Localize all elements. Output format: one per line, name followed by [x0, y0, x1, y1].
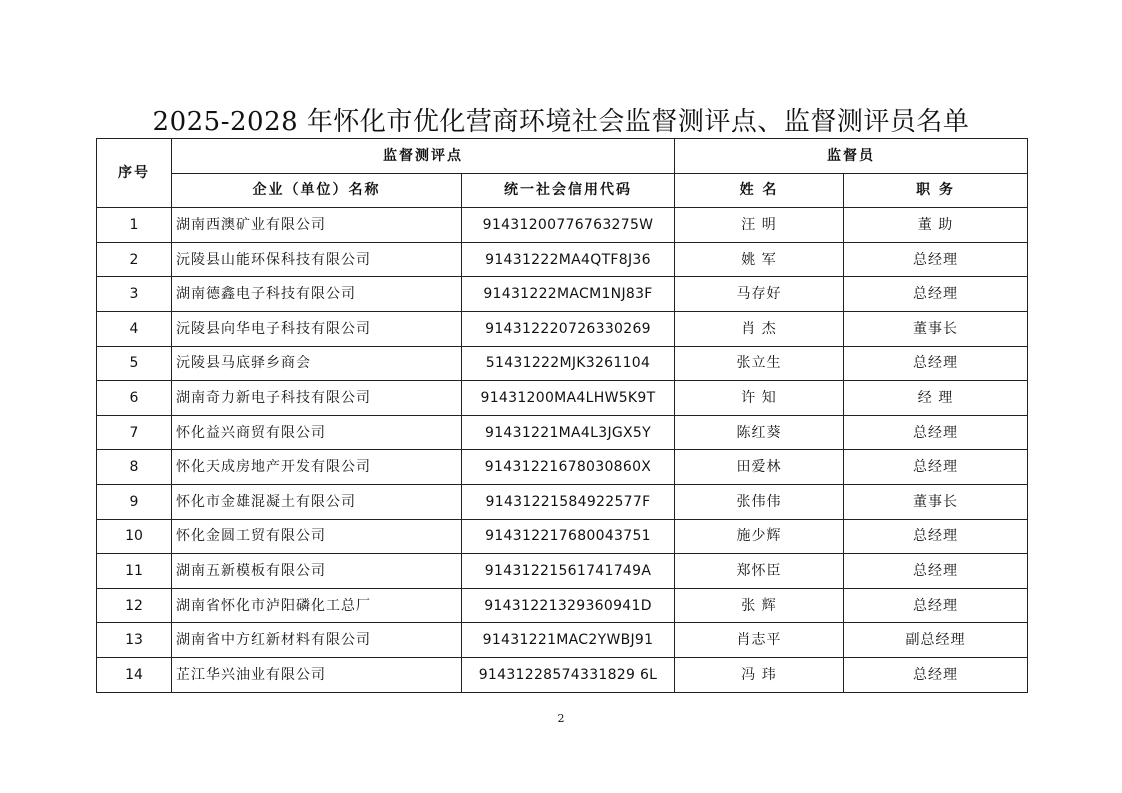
cell-enterprise: 芷江华兴油业有限公司	[172, 657, 462, 692]
cell-index: 6	[97, 381, 172, 416]
cell-title: 董 助	[844, 208, 1028, 243]
cell-credit-code: 91431221329360941D	[462, 588, 675, 623]
cell-credit-code: 91431221561741749A	[462, 554, 675, 589]
cell-index: 5	[97, 346, 172, 381]
cell-title: 总经理	[844, 657, 1028, 692]
header-row-group	[97, 139, 1028, 174]
cell-title: 董事长	[844, 484, 1028, 519]
cell-credit-code: 91431200776763275W	[462, 208, 675, 243]
table-row	[97, 588, 1028, 623]
cell-name: 张 辉	[675, 588, 844, 623]
cell-credit-code: 91431222MA4QTF8J36	[462, 242, 675, 277]
cell-name: 马存好	[675, 277, 844, 312]
cell-index: 10	[97, 519, 172, 554]
cell-credit-code: 91431222MACM1NJ83F	[462, 277, 675, 312]
cell-title: 总经理	[844, 242, 1028, 277]
table-row	[97, 346, 1028, 381]
cell-enterprise: 湖南省怀化市泸阳磷化工总厂	[172, 588, 462, 623]
table-row	[97, 277, 1028, 312]
cell-name: 张伟伟	[675, 484, 844, 519]
cell-credit-code: 91431200MA4LHW5K9T	[462, 381, 675, 416]
cell-enterprise: 湖南德鑫电子科技有限公司	[172, 277, 462, 312]
cell-index: 2	[97, 242, 172, 277]
cell-name: 汪 明	[675, 208, 844, 243]
cell-enterprise: 湖南西澳矿业有限公司	[172, 208, 462, 243]
cell-name: 张立生	[675, 346, 844, 381]
roster-table	[96, 138, 1028, 693]
cell-credit-code: 91431221584922577F	[462, 484, 675, 519]
cell-enterprise: 沅陵县马底驿乡商会	[172, 346, 462, 381]
cell-index: 14	[97, 657, 172, 692]
cell-enterprise: 怀化市金雄混凝土有限公司	[172, 484, 462, 519]
table-row	[97, 208, 1028, 243]
table-row	[97, 623, 1028, 658]
page-number: 2	[557, 712, 565, 725]
cell-title: 董事长	[844, 311, 1028, 346]
cell-index: 11	[97, 554, 172, 589]
cell-index: 4	[97, 311, 172, 346]
cell-title: 总经理	[844, 346, 1028, 381]
header-enterprise: 企业（单位）名称	[172, 173, 462, 208]
cell-credit-code: 914312220726330269	[462, 311, 675, 346]
cell-index: 7	[97, 415, 172, 450]
cell-index: 1	[97, 208, 172, 243]
cell-title: 总经理	[844, 554, 1028, 589]
cell-enterprise: 沅陵县山能环保科技有限公司	[172, 242, 462, 277]
cell-name: 冯 玮	[675, 657, 844, 692]
cell-title: 总经理	[844, 415, 1028, 450]
cell-enterprise: 怀化天成房地产开发有限公司	[172, 450, 462, 485]
header-group-point: 监督测评点	[172, 139, 675, 174]
cell-credit-code: 91431228574331829 6L	[462, 657, 675, 692]
cell-name: 田爱林	[675, 450, 844, 485]
table-body	[97, 208, 1028, 692]
table-row	[97, 484, 1028, 519]
cell-enterprise: 湖南奇力新电子科技有限公司	[172, 381, 462, 416]
cell-name: 肖 杰	[675, 311, 844, 346]
table-row	[97, 450, 1028, 485]
cell-name: 肖志平	[675, 623, 844, 658]
cell-index: 9	[97, 484, 172, 519]
cell-credit-code: 914312217680043751	[462, 519, 675, 554]
table-row	[97, 519, 1028, 554]
cell-index: 8	[97, 450, 172, 485]
cell-title: 总经理	[844, 588, 1028, 623]
cell-title: 经 理	[844, 381, 1028, 416]
cell-name: 许 知	[675, 381, 844, 416]
table-row	[97, 242, 1028, 277]
cell-index: 12	[97, 588, 172, 623]
table-row	[97, 657, 1028, 692]
cell-name: 姚 军	[675, 242, 844, 277]
cell-enterprise: 沅陵县向华电子科技有限公司	[172, 311, 462, 346]
cell-enterprise: 怀化益兴商贸有限公司	[172, 415, 462, 450]
table-row	[97, 381, 1028, 416]
header-group-supervisor: 监督员	[675, 139, 1028, 174]
cell-title: 副总经理	[844, 623, 1028, 658]
cell-title: 总经理	[844, 450, 1028, 485]
cell-name: 郑怀臣	[675, 554, 844, 589]
cell-name: 陈红葵	[675, 415, 844, 450]
cell-enterprise: 怀化金圆工贸有限公司	[172, 519, 462, 554]
cell-credit-code: 91431221678030860X	[462, 450, 675, 485]
cell-credit-code: 51431222MJK3261104	[462, 346, 675, 381]
table-row	[97, 415, 1028, 450]
table-row	[97, 311, 1028, 346]
cell-enterprise: 湖南五新模板有限公司	[172, 554, 462, 589]
cell-index: 13	[97, 623, 172, 658]
table-header	[97, 139, 1028, 208]
header-name: 姓 名	[675, 173, 844, 208]
cell-credit-code: 91431221MAC2YWBJ91	[462, 623, 675, 658]
cell-title: 总经理	[844, 519, 1028, 554]
table-row	[97, 554, 1028, 589]
header-credit-code: 统一社会信用代码	[462, 173, 675, 208]
cell-index: 3	[97, 277, 172, 312]
cell-enterprise: 湖南省中方红新材料有限公司	[172, 623, 462, 658]
header-title: 职 务	[844, 173, 1028, 208]
header-row-columns	[97, 173, 1028, 208]
cell-name: 施少辉	[675, 519, 844, 554]
cell-credit-code: 91431221MA4L3JGX5Y	[462, 415, 675, 450]
cell-title: 总经理	[844, 277, 1028, 312]
header-index: 序号	[97, 139, 172, 208]
page-title: 2025-2028 年怀化市优化营商环境社会监督测评点、监督测评员名单	[152, 107, 970, 137]
